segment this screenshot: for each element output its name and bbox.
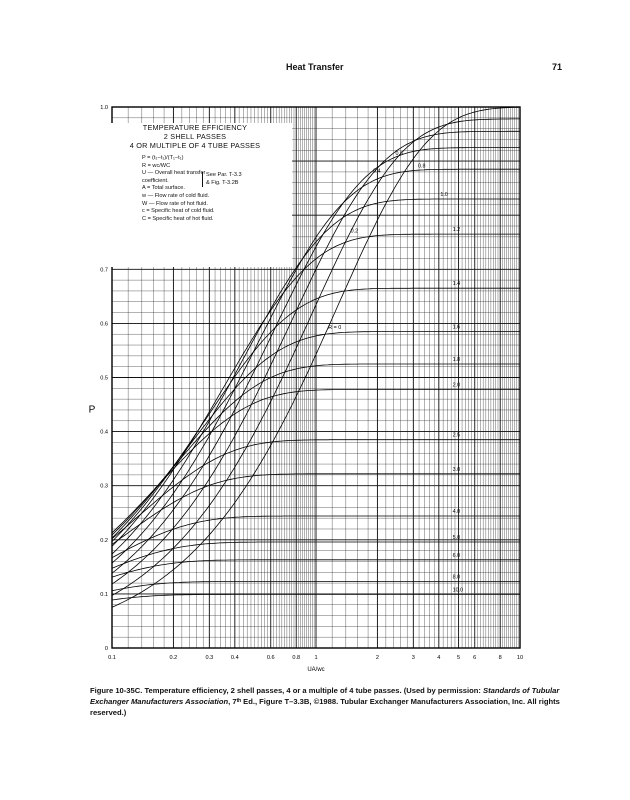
series-label: 5.0 bbox=[452, 534, 461, 541]
definition-u: U — Overall heat transfer bbox=[142, 170, 206, 177]
x-tick-label: 6 bbox=[473, 655, 477, 661]
y-tick-label: 0.4 bbox=[100, 429, 108, 436]
chart-legend bbox=[98, 123, 292, 267]
legend-definitions bbox=[142, 155, 292, 223]
y-tick-label: 0.7 bbox=[100, 267, 108, 274]
y-axis-label: P bbox=[88, 404, 96, 416]
series-label: R = 0 bbox=[328, 324, 342, 331]
x-tick-label: 0.4 bbox=[230, 655, 239, 661]
header-title: Heat Transfer bbox=[286, 62, 344, 72]
y-tick-label: 0.1 bbox=[100, 591, 108, 598]
page-number: 71 bbox=[552, 62, 563, 72]
caption-source-title: Standards of Tubular Exchanger Manufacturers Association bbox=[90, 686, 560, 706]
definition-c-cold: c = Specific heat of cold fluid. bbox=[142, 208, 215, 215]
series-label: 2.5 bbox=[452, 432, 461, 439]
y-tick-label: 0 bbox=[104, 646, 108, 652]
legend-title bbox=[98, 123, 292, 150]
series-label: 2.0 bbox=[452, 382, 461, 389]
x-tick-label: 3 bbox=[411, 655, 415, 661]
x-tick-label: 5 bbox=[457, 655, 461, 661]
x-axis-label: UA/wc bbox=[307, 667, 325, 673]
series-label: 3.0 bbox=[452, 466, 461, 473]
x-tick-label: 0.3 bbox=[205, 655, 214, 661]
x-tick-label: 8 bbox=[498, 655, 502, 661]
series-label: 6.0 bbox=[452, 552, 461, 559]
x-tick-label: 0.6 bbox=[266, 655, 275, 661]
y-tick-label: 0.5 bbox=[100, 375, 108, 382]
definition-r: R = wc/WC bbox=[142, 162, 171, 169]
x-tick-label: 0.2 bbox=[169, 655, 178, 661]
x-tick-label: 1 bbox=[314, 655, 318, 661]
series-label: 0.8 bbox=[417, 163, 426, 170]
definition-w-cold: w — Flow rate of cold fluid. bbox=[142, 192, 210, 199]
y-tick-label: 0.6 bbox=[100, 321, 108, 328]
x-tick-label: 10 bbox=[516, 655, 524, 661]
x-tick-label: 4 bbox=[437, 655, 441, 661]
x-tick-label: 0.8 bbox=[292, 655, 301, 661]
y-tick-label: 1.0 bbox=[100, 105, 108, 111]
y-tick-label: 0.2 bbox=[100, 537, 108, 544]
series-label: 8.0 bbox=[452, 574, 461, 581]
series-label: 0.4 bbox=[373, 168, 381, 175]
definition-u-cont: coefficient. bbox=[142, 177, 169, 184]
legend-title-line: TEMPERATURE EFFICIENCY bbox=[142, 123, 248, 132]
y-tick-label: 0.3 bbox=[100, 483, 108, 490]
figure-caption bbox=[90, 685, 570, 718]
caption-suffix: , 7ᵗʰ Ed., Figure T–3.3B, ©1988. Tubular Exchanger Manufacturers Association, Inc. All rights reserved.) bbox=[90, 697, 560, 717]
series-label: 0.6 bbox=[395, 150, 404, 157]
series-label: 1.8 bbox=[452, 356, 461, 363]
series-label: 1.4 bbox=[452, 281, 461, 288]
legend-title-line: 2 SHELL PASSES bbox=[163, 132, 227, 141]
definition-a: A = Total surface. bbox=[142, 185, 185, 192]
series-label: 1.2 bbox=[452, 227, 461, 234]
definition-p: P = (t₂−t₁)/(T₁−t₁) bbox=[142, 155, 184, 161]
legend-title-line: 4 OR MULTIPLE OF 4 TUBE PASSES bbox=[129, 141, 261, 150]
series-label: 4.0 bbox=[452, 508, 461, 515]
caption-label: Figure 10-35C. Temperature efficiency, 2 shell passes, 4 or a multiple of 4 tube passes. (Used by permission: bbox=[90, 686, 484, 695]
legend-reference bbox=[202, 172, 242, 187]
reference-line: See Par. T-3.3 bbox=[206, 172, 242, 178]
series-label: 10.0 bbox=[452, 587, 464, 594]
series-label: 0.2 bbox=[350, 228, 359, 235]
definition-w-hot: W — Flow rate of hot fluid. bbox=[142, 200, 208, 207]
definition-c-hot: C = Specific heat of hot fluid. bbox=[142, 215, 214, 222]
x-tick-label: 2 bbox=[375, 655, 379, 661]
series-label: 1.6 bbox=[452, 324, 461, 331]
x-tick-label: 0.1 bbox=[108, 655, 116, 661]
reference-line: & Fig. T-3.2B bbox=[206, 179, 239, 186]
series-label: 1.0 bbox=[440, 192, 448, 199]
